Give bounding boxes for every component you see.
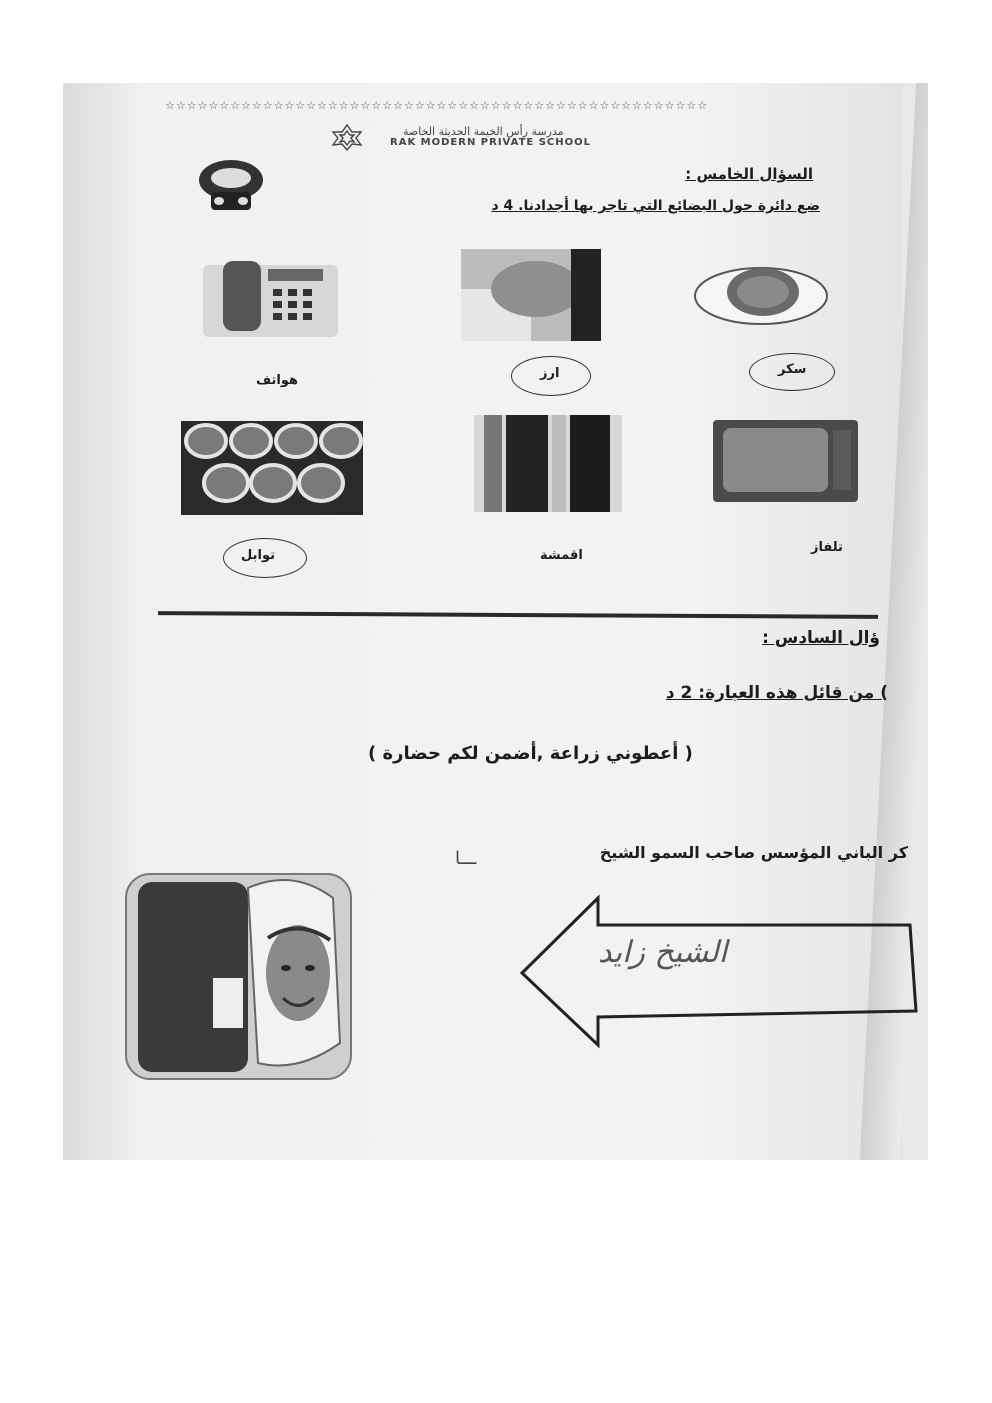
q6-quote: ( أعطوني زراعة ,أضمن لكم حضارة ) xyxy=(368,743,693,764)
q5-instruction-line xyxy=(491,198,820,214)
school-logo-icon xyxy=(328,123,366,151)
spices-image xyxy=(181,421,363,515)
label-sugar: سكر xyxy=(778,362,807,377)
q5-title: السؤال الخامس : xyxy=(685,165,813,183)
fabric-image xyxy=(474,415,622,512)
sugar-image xyxy=(691,258,831,328)
label-spices: توابل xyxy=(241,548,275,563)
rice-image xyxy=(461,249,601,341)
q6-instruction: ) من قائل هذه العبارة: xyxy=(698,683,888,703)
school-header xyxy=(328,123,708,153)
school-name-english: RAK MODERN PRIVATE SCHOOL xyxy=(390,137,591,148)
worksheet-photo xyxy=(63,83,928,1160)
q5-instruction: ضع دائرة حول البضائع التي تاجر بها أجدادنا. xyxy=(518,198,820,214)
answer-arrow-icon xyxy=(518,893,928,1053)
q6-prompt: كر الباني المؤسس صاحب السمو الشيخ xyxy=(599,843,908,862)
q6-title: ؤال السادس : xyxy=(762,628,880,648)
q5-marks: 4 د xyxy=(491,198,514,214)
q6-instruction-line xyxy=(666,683,888,703)
answer-mark: ـــا xyxy=(455,848,477,869)
q6-marks: 2 د xyxy=(665,683,693,703)
robot-icon xyxy=(191,156,271,214)
school-name-arabic: مدرسة رأس الخيمة الحديثة الخاصة xyxy=(403,125,564,138)
label-fabrics: اقمشة xyxy=(540,548,583,563)
label-phones: هواتف xyxy=(256,373,298,388)
telephone-image xyxy=(203,259,338,337)
label-rice: ارز xyxy=(540,366,560,381)
sheikh-portrait-image xyxy=(118,868,358,1083)
television-image xyxy=(713,416,858,506)
handwritten-answer: الشيخ زايد xyxy=(598,935,728,970)
label-tv: تلفاز xyxy=(811,540,843,555)
star-border: ☆☆☆☆☆☆☆☆☆☆☆☆☆☆☆☆☆☆☆☆☆☆☆☆☆☆☆☆☆☆☆☆☆☆☆☆☆☆☆☆☆☆☆☆☆☆☆☆☆☆ xyxy=(165,99,709,112)
